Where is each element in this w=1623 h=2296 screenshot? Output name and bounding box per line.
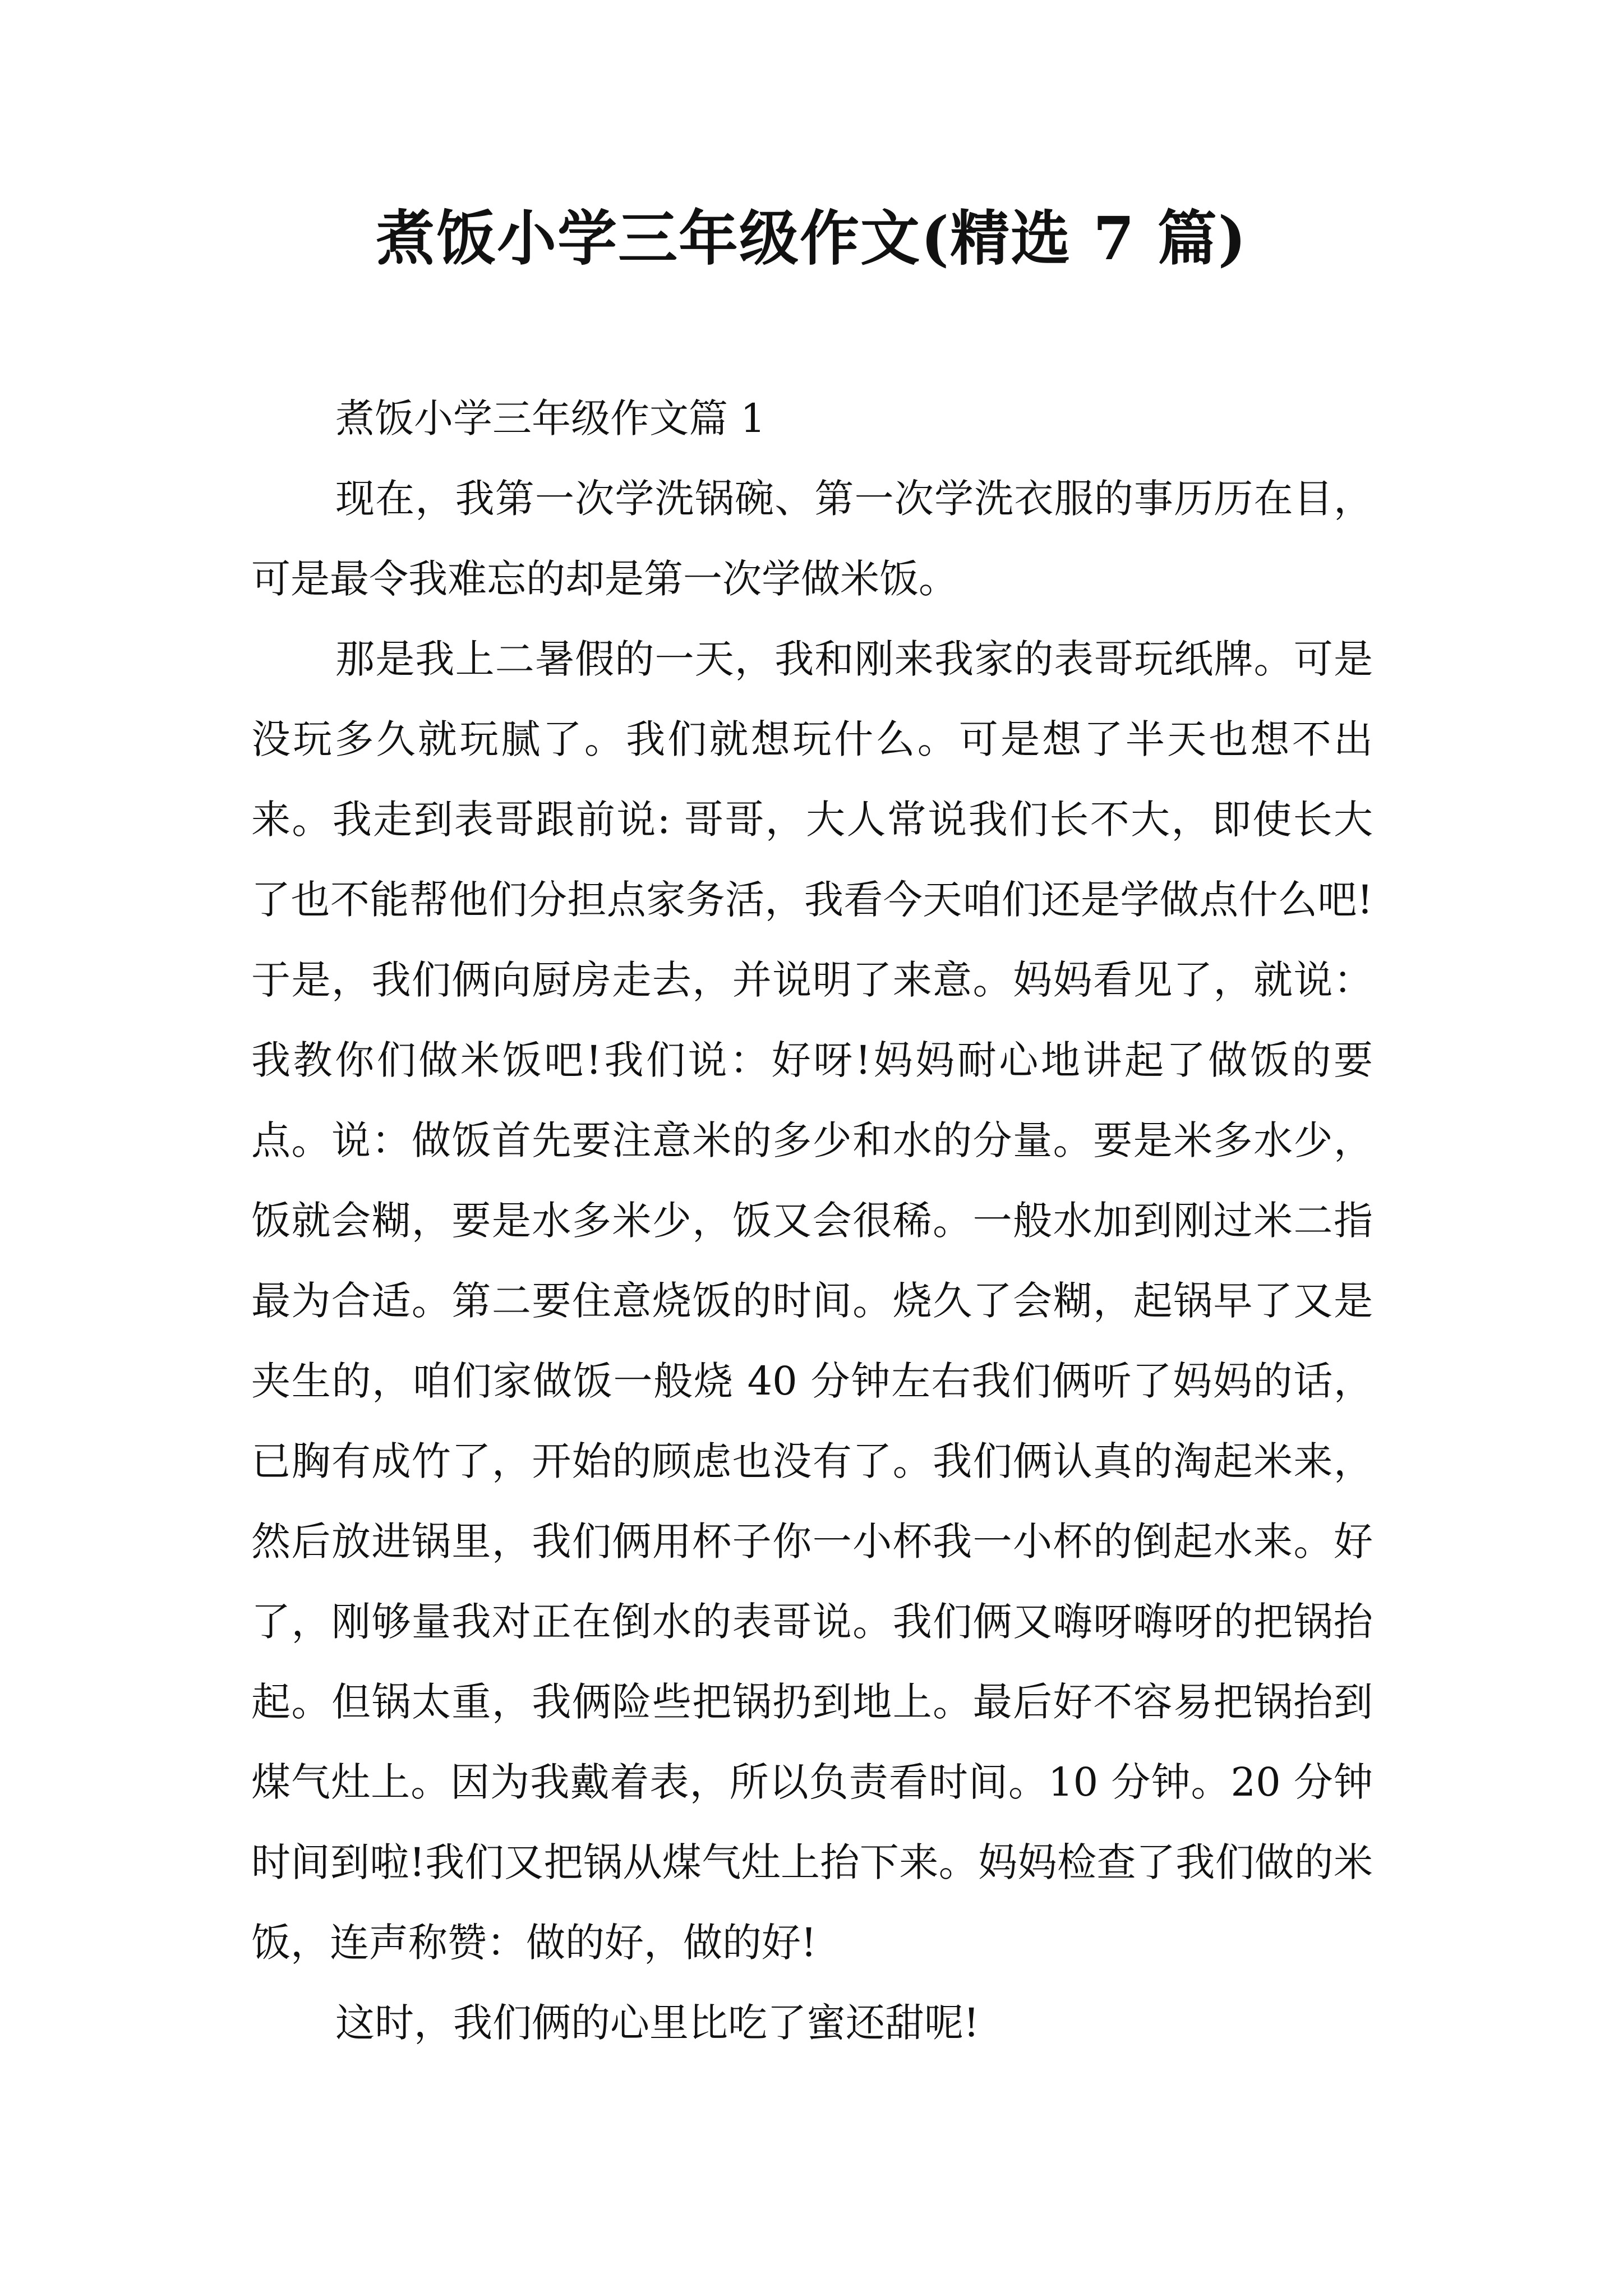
paragraph-story: 那是我上二暑假的一天，我和刚来我家的表哥玩纸牌。可是没玩多久就玩腻了。我们就想玩什么。可是想了半天也想不出来。我走到表哥跟前说: 哥哥，大人常说我们长不大，即使长大了也不能帮他们分担点家务活，我看今天咱们还是学做点什么吧!于是，我们俩向厨房走去，并说明了来意。妈妈看见了，就说：我教你们做米饭吧!我们说：好呀!妈妈耐心地讲起了做饭的要点。说：做饭首先要注意米的多少和水的分量。要是米多水少，饭就会糊，要是水多米少，饭又会很稀。一般水加到刚过米二指最为合适。第二要住意烧饭的时间。烧久了会糊，起锅早了又是夹生的，咱们家做饭一般烧 40 分钟左右我们俩听了妈妈的话，已胸有成竹了，开始的顾虑也没有了。我们俩认真的淘起米来，然后放进锅里，我们俩用杯子你一小杯我一小杯的倒起水来。好了，刚够量我对正在倒水的表哥说。我们俩又嗨呀嗨呀的把锅抬起。但锅太重，我俩险些把锅扔到地上。最后好不容易把锅抬到煤气灶上。因为我戴着表，所以负责看时间。10 分钟。20 分钟时间到啦!我们又把锅从煤气灶上抬下来。妈妈检查了我们做的米饭，连声称赞：做的好，做的好! (251, 636, 1373, 1966)
paragraph-intro: 现在，我第一次学洗锅碗、第一次学洗衣服的事历历在目，可是最令我难忘的却是第一次学做米饭。 (251, 476, 1373, 602)
document-title: 煮饭小学三年级作文(精选 7 篇) (376, 203, 1247, 273)
document-body (251, 379, 1373, 2063)
section-heading: 煮饭小学三年级作文篇 1 (335, 395, 766, 441)
paragraph-ending: 这时，我们俩的心里比吃了蜜还甜呢! (335, 2000, 980, 2046)
